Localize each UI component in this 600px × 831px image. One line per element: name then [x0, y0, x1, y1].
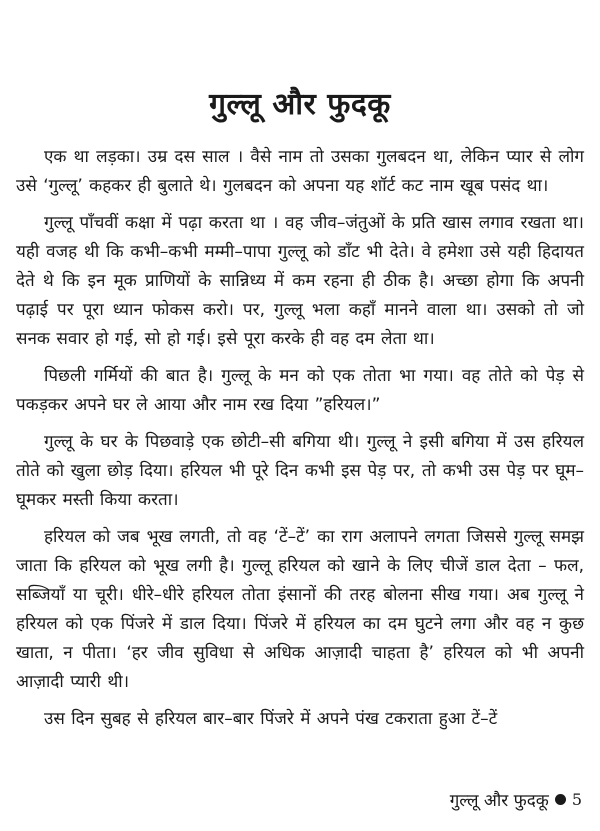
page-footer: [450, 788, 582, 811]
paragraph-2: गुल्लू पाँचवीं कक्षा में पढ़ा करता था । वह जीव–जंतुओं के प्रति खास लगाव रखता था। यही वजह थी कि कभी–कभी मम्मी–पापा गुल्लू को डाँट भी देते। वे हमेशा उसे यही हिदायत देते थे कि इन मूक प्राणियों के सान्निध्य में कम रहना ही ठीक है। अच्छा होगा कि अपनी पढ़ाई पर पूरा ध्यान फोकस करो। पर, गुल्लू भला कहाँ मानने वाला था। उसको तो जो सनक सवार हो गई, सो हो गई। इसे पूरा करके ही वह दम लेता था।: [16, 213, 584, 349]
running-title: गुल्लू और फुदकू: [449, 791, 549, 811]
paragraph-1: एक था लड़का। उम्र दस साल । वैसे नाम तो उसका गुलबदन था, लेकिन प्यार से लोग उसे ‘गुल्लू’ कहकर ही बुलाते थे। गुलबदन को अपना यह शॉर्ट कट नाम खूब पसंद था।: [16, 147, 584, 196]
paragraph-5: हरियल को जब भूख लगती, तो वह ‘टें–टें’ का राग अलापने लगता जिससे गुल्लू समझ जाता कि हरियल को भूख लगी है। गुल्लू हरियल को खाने के लिए चीजें डाल देता – फल, सब्जियाँ या चूरी। धीरे–धीरे हरियल तोता इंसानों की तरह बोलना सीख गया। अब गुल्लू ने हरियल को एक पिंजरे में डाल दिया। पिंजरे में हरियल का दम घुटने लगा और वह न कुछ खाता, न पीता। ‘हर जीव सुविधा से अधिक आज़ादी चाहता है’ हरियल को भी अपनी आज़ादी प्यारी थी।: [16, 527, 584, 692]
paragraph-4: गुल्लू के घर के पिछवाड़े एक छोटी–सी बगिया थी। गुल्लू ने इसी बगिया में उस हरियल तोते को खुला छोड़ दिया। हरियल भी पूरे दिन कभी इस पेड़ पर, तो कभी उस पेड़ पर घूम–घूमकर मस्ती किया करता।: [16, 432, 584, 510]
paragraph-6: उस दिन सुबह से हरियल बार–बार पिंजरे में अपने पंख टकराता हुआ टें–टें: [44, 709, 498, 729]
paragraph-3: पिछली गर्मियों की बात है। गुल्लू के मन को एक तोता भा गया। वह तोते को पेड़ से पकड़कर अपने घर ले आया और नाम रख दिया ”हरियल।”: [16, 366, 584, 415]
page-number: 5: [571, 790, 582, 809]
bullet-icon: [555, 794, 566, 805]
story-title: गुल्लू और फुदकू: [209, 87, 391, 122]
